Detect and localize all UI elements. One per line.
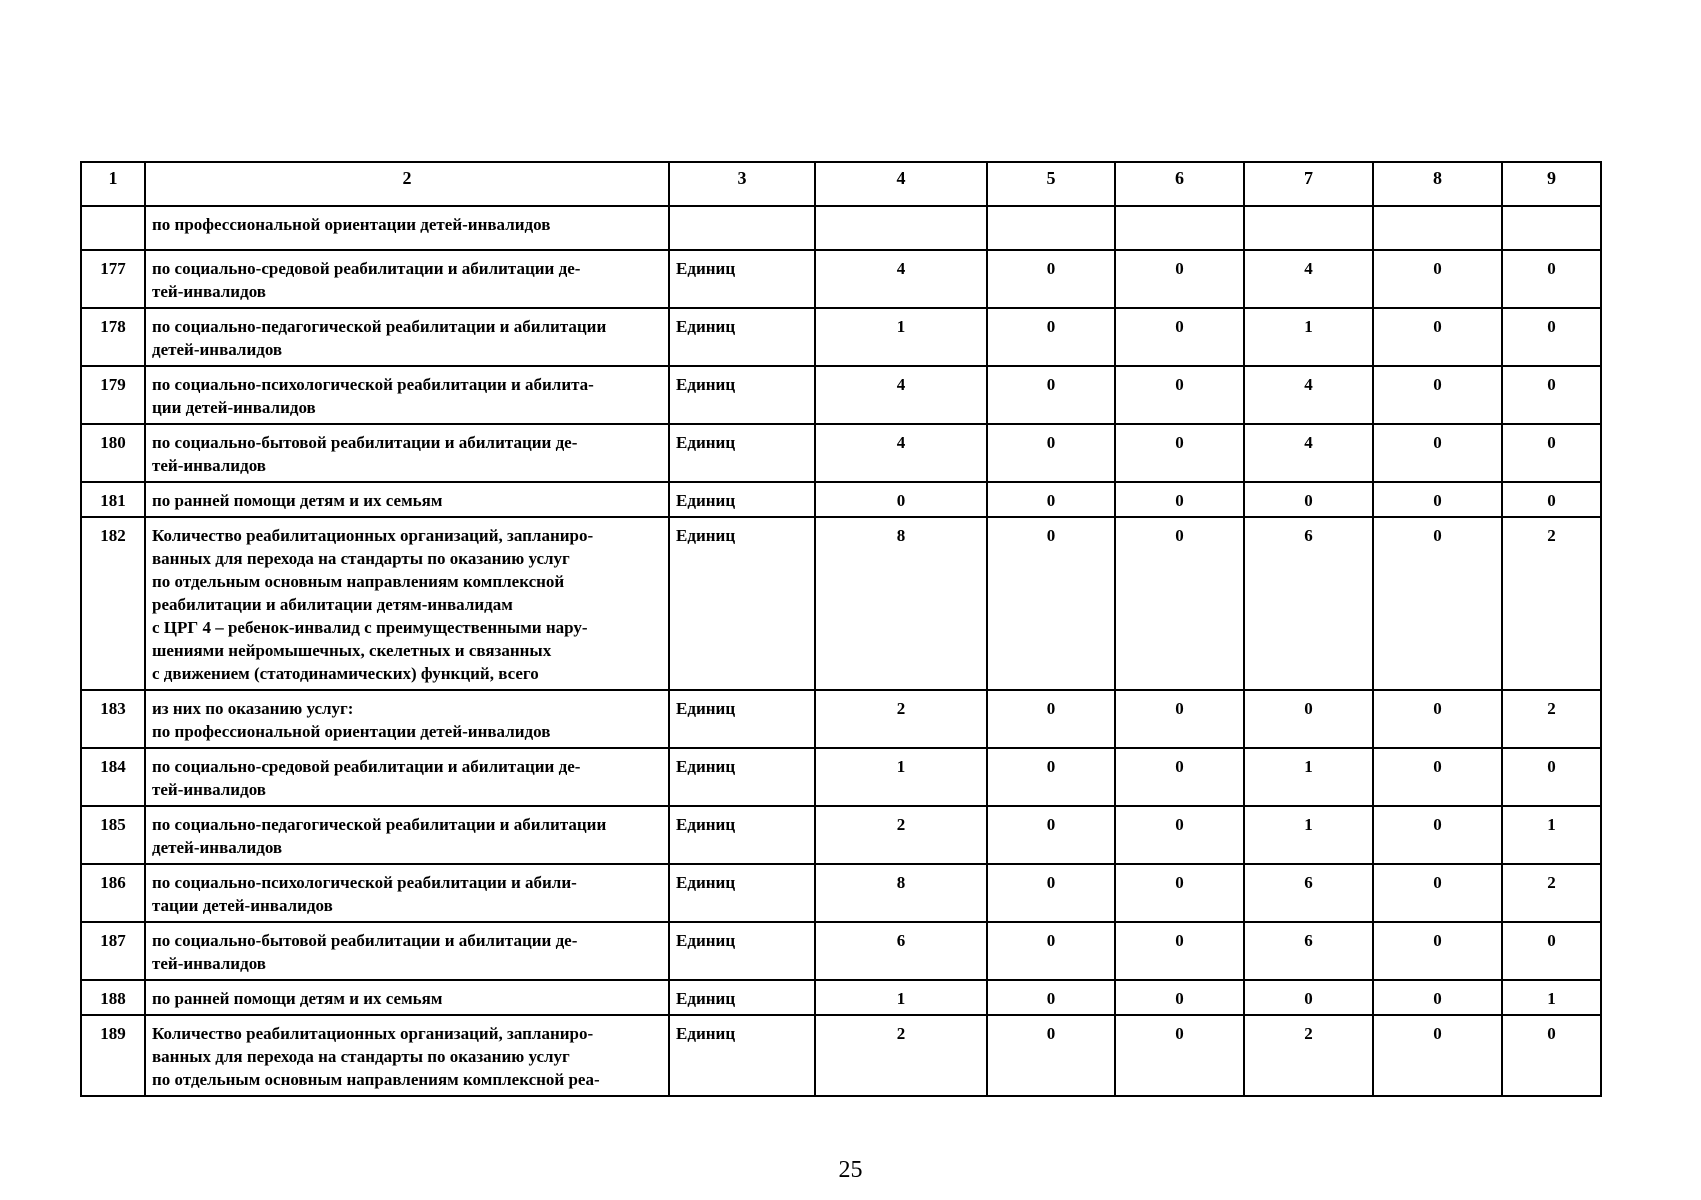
- header-cell: 6: [1115, 162, 1244, 206]
- row-number-cell: 189: [81, 1015, 145, 1096]
- description-cell: по социально-психологической реабилитации и абилита- ции детей-инвалидов: [145, 366, 669, 424]
- table-row: [81, 806, 1601, 864]
- unit-cell: Единиц: [669, 517, 815, 690]
- value-cell: 0: [1115, 806, 1244, 864]
- header-cell: 4: [815, 162, 987, 206]
- description-cell: по социально-бытовой реабилитации и абилитации де- тей-инвалидов: [145, 424, 669, 482]
- value-cell: 0: [1115, 980, 1244, 1015]
- unit-cell: Единиц: [669, 864, 815, 922]
- unit-cell: Единиц: [669, 424, 815, 482]
- value-cell: 4: [815, 366, 987, 424]
- value-cell: 0: [1373, 980, 1502, 1015]
- value-cell: 1: [815, 308, 987, 366]
- table-row: [81, 980, 1601, 1015]
- header-cell: 3: [669, 162, 815, 206]
- description-cell: Количество реабилитационных организаций, запланиро- ванных для перехода на стандарты по оказанию услуг по отдельным основным направлениям комплексной реа-: [145, 1015, 669, 1096]
- header-cell: 2: [145, 162, 669, 206]
- value-cell: 0: [1373, 690, 1502, 748]
- value-cell: 0: [987, 748, 1115, 806]
- unit-cell: Единиц: [669, 366, 815, 424]
- page-number: 25: [838, 1157, 863, 1183]
- row-number-cell: 180: [81, 424, 145, 482]
- description-cell: по социально-психологической реабилитации и абили- тации детей-инвалидов: [145, 864, 669, 922]
- data-table: [80, 161, 1602, 1097]
- value-cell: 6: [1244, 517, 1373, 690]
- row-number-cell: 183: [81, 690, 145, 748]
- value-cell: 0: [1373, 482, 1502, 517]
- value-cell: 0: [987, 806, 1115, 864]
- unit-cell: Единиц: [669, 250, 815, 308]
- description-cell: по профессиональной ориентации детей-инвалидов: [145, 206, 669, 250]
- unit-cell: Единиц: [669, 922, 815, 980]
- value-cell: 4: [815, 250, 987, 308]
- description-cell: из них по оказанию услуг: по профессиональной ориентации детей-инвалидов: [145, 690, 669, 748]
- header-row: [81, 162, 1601, 206]
- value-cell: 0: [987, 517, 1115, 690]
- header-cell: 9: [1502, 162, 1601, 206]
- table-row: [81, 424, 1601, 482]
- value-cell: 0: [1373, 1015, 1502, 1096]
- row-number-cell: 178: [81, 308, 145, 366]
- row-number-cell: 177: [81, 250, 145, 308]
- value-cell: 6: [1244, 922, 1373, 980]
- row-number-cell: 181: [81, 482, 145, 517]
- value-cell: 2: [815, 690, 987, 748]
- value-cell: 0: [815, 482, 987, 517]
- value-cell: 0: [1502, 308, 1601, 366]
- description-cell: по социально-педагогической реабилитации и абилитации детей-инвалидов: [145, 806, 669, 864]
- description-cell: по социально-педагогической реабилитации и абилитации детей-инвалидов: [145, 308, 669, 366]
- row-number-cell: 186: [81, 864, 145, 922]
- value-cell: 0: [1373, 424, 1502, 482]
- row-number-cell: 188: [81, 980, 145, 1015]
- row-number-cell: 182: [81, 517, 145, 690]
- unit-cell: Единиц: [669, 308, 815, 366]
- unit-cell: Единиц: [669, 1015, 815, 1096]
- description-cell: Количество реабилитационных организаций, запланиро- ванных для перехода на стандарты по оказанию услуг по отдельным основным направлениям комплексной реабилитации и абилитации детям-инвалидам с ЦРГ 4 – ребенок-инвалид с преимущественными нару- шениями нейромышечных, скелетных и связанных с движением (статодинамических) функций, всего: [145, 517, 669, 690]
- value-cell: 1: [815, 748, 987, 806]
- value-cell: 0: [1502, 748, 1601, 806]
- description-cell: по социально-средовой реабилитации и абилитации де- тей-инвалидов: [145, 250, 669, 308]
- value-cell: 6: [1244, 864, 1373, 922]
- value-cell: 0: [1244, 482, 1373, 517]
- description-cell: по ранней помощи детям и их семьям: [145, 482, 669, 517]
- value-cell: [815, 206, 987, 250]
- value-cell: 0: [987, 1015, 1115, 1096]
- value-cell: 0: [1373, 250, 1502, 308]
- unit-cell: Единиц: [669, 482, 815, 517]
- value-cell: 4: [1244, 250, 1373, 308]
- unit-cell: Единиц: [669, 806, 815, 864]
- value-cell: 2: [815, 806, 987, 864]
- description-cell: по ранней помощи детям и их семьям: [145, 980, 669, 1015]
- value-cell: 0: [1373, 517, 1502, 690]
- value-cell: 1: [1244, 748, 1373, 806]
- value-cell: 0: [1373, 308, 1502, 366]
- value-cell: 2: [1502, 864, 1601, 922]
- value-cell: [1244, 206, 1373, 250]
- table-body: [81, 162, 1601, 1096]
- value-cell: 0: [1244, 980, 1373, 1015]
- value-cell: 0: [1115, 864, 1244, 922]
- row-number-cell: 187: [81, 922, 145, 980]
- unit-cell: Единиц: [669, 690, 815, 748]
- header-cell: 8: [1373, 162, 1502, 206]
- unit-cell: Единиц: [669, 748, 815, 806]
- value-cell: 0: [1115, 922, 1244, 980]
- table-row: [81, 517, 1601, 690]
- value-cell: 8: [815, 864, 987, 922]
- row-number-cell: [81, 206, 145, 250]
- value-cell: 1: [815, 980, 987, 1015]
- value-cell: 0: [1502, 1015, 1601, 1096]
- unit-cell: [669, 206, 815, 250]
- table-row: [81, 1015, 1601, 1096]
- value-cell: 0: [987, 980, 1115, 1015]
- value-cell: 4: [1244, 366, 1373, 424]
- table-row: [81, 922, 1601, 980]
- value-cell: 0: [1115, 1015, 1244, 1096]
- value-cell: 2: [1502, 517, 1601, 690]
- table-row: [81, 206, 1601, 250]
- table-row: [81, 308, 1601, 366]
- value-cell: [987, 206, 1115, 250]
- description-cell: по социально-бытовой реабилитации и абилитации де- тей-инвалидов: [145, 922, 669, 980]
- value-cell: 1: [1502, 980, 1601, 1015]
- row-number-cell: 179: [81, 366, 145, 424]
- header-cell: 5: [987, 162, 1115, 206]
- value-cell: 0: [987, 250, 1115, 308]
- value-cell: 0: [987, 482, 1115, 517]
- value-cell: 0: [1373, 748, 1502, 806]
- table-row: [81, 748, 1601, 806]
- value-cell: 2: [815, 1015, 987, 1096]
- value-cell: 0: [1502, 922, 1601, 980]
- value-cell: 1: [1502, 806, 1601, 864]
- value-cell: 0: [1373, 806, 1502, 864]
- value-cell: 6: [815, 922, 987, 980]
- value-cell: [1115, 206, 1244, 250]
- table-row: [81, 250, 1601, 308]
- value-cell: 0: [1115, 690, 1244, 748]
- value-cell: 2: [1244, 1015, 1373, 1096]
- value-cell: 0: [1115, 250, 1244, 308]
- value-cell: 4: [1244, 424, 1373, 482]
- value-cell: 0: [1244, 690, 1373, 748]
- row-number-cell: 185: [81, 806, 145, 864]
- value-cell: 0: [1502, 482, 1601, 517]
- table-row: [81, 366, 1601, 424]
- value-cell: 0: [1115, 482, 1244, 517]
- header-cell: 7: [1244, 162, 1373, 206]
- value-cell: 0: [987, 366, 1115, 424]
- value-cell: 0: [1373, 922, 1502, 980]
- value-cell: 0: [1502, 250, 1601, 308]
- value-cell: 0: [987, 690, 1115, 748]
- value-cell: 0: [1373, 366, 1502, 424]
- row-number-cell: 184: [81, 748, 145, 806]
- value-cell: 0: [1115, 366, 1244, 424]
- description-cell: по социально-средовой реабилитации и абилитации де- тей-инвалидов: [145, 748, 669, 806]
- value-cell: 0: [987, 864, 1115, 922]
- value-cell: 8: [815, 517, 987, 690]
- value-cell: 0: [987, 424, 1115, 482]
- value-cell: 0: [987, 308, 1115, 366]
- unit-cell: Единиц: [669, 980, 815, 1015]
- value-cell: 0: [1115, 748, 1244, 806]
- value-cell: 0: [1502, 424, 1601, 482]
- value-cell: 2: [1502, 690, 1601, 748]
- value-cell: 0: [1115, 517, 1244, 690]
- header-cell: 1: [81, 162, 145, 206]
- value-cell: 4: [815, 424, 987, 482]
- table-row: [81, 864, 1601, 922]
- value-cell: 1: [1244, 806, 1373, 864]
- value-cell: 0: [1115, 424, 1244, 482]
- value-cell: [1373, 206, 1502, 250]
- value-cell: [1502, 206, 1601, 250]
- value-cell: 0: [1373, 864, 1502, 922]
- table-row: [81, 690, 1601, 748]
- table-row: [81, 482, 1601, 517]
- value-cell: 0: [1502, 366, 1601, 424]
- value-cell: 1: [1244, 308, 1373, 366]
- value-cell: 0: [1115, 308, 1244, 366]
- value-cell: 0: [987, 922, 1115, 980]
